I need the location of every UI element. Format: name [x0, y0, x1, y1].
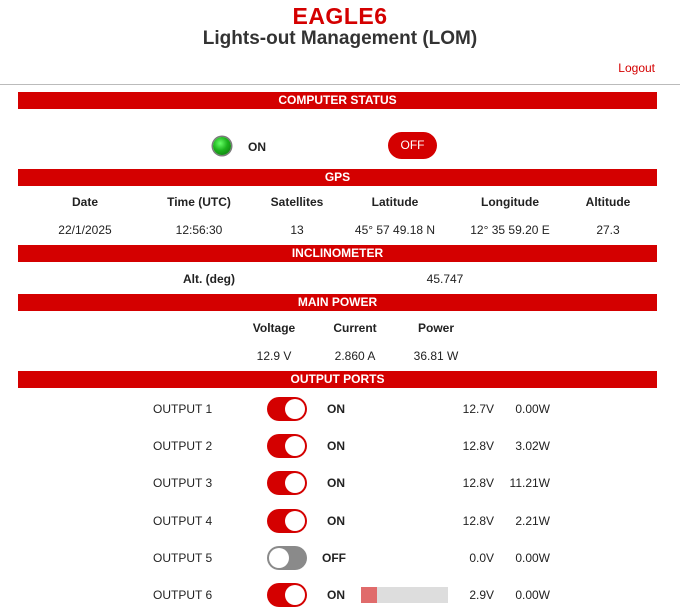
- toggle-knob: [285, 399, 305, 419]
- port-voltage: 2.9V: [469, 588, 494, 602]
- gps-latitude-value: 45° 57 49.18 N: [354, 223, 436, 237]
- output-port-row: [0, 431, 680, 461]
- gps-time-value: 12:56:30: [175, 223, 223, 237]
- output-port-row: [0, 506, 680, 536]
- port-power: 3.02W: [515, 439, 550, 453]
- output-port-row: [0, 394, 680, 424]
- toggle-knob: [285, 511, 305, 531]
- gps-col-altitude: Altitude: [585, 195, 631, 209]
- gps-header: GPS: [18, 169, 657, 186]
- main-current-value: 2.860 A: [334, 349, 376, 363]
- port-toggle[interactable]: [267, 583, 307, 607]
- computer-status-header: COMPUTER STATUS: [18, 92, 657, 109]
- port-toggle[interactable]: [267, 397, 307, 421]
- computer-state-label: ON: [248, 140, 266, 154]
- logout-link[interactable]: Logout: [618, 61, 655, 75]
- power-off-button[interactable]: OFF: [388, 132, 437, 159]
- gps-col-date: Date: [71, 195, 99, 209]
- main-power-value: 36.81 W: [413, 349, 459, 363]
- port-voltage: 12.7V: [462, 402, 494, 416]
- gps-col-time: Time (UTC): [167, 195, 231, 209]
- port-voltage: 12.8V: [462, 439, 494, 453]
- port-state: ON: [327, 476, 345, 490]
- toggle-knob: [285, 473, 305, 493]
- toggle-knob: [285, 436, 305, 456]
- output-ports-header: OUTPUT PORTS: [18, 371, 657, 388]
- port-state: ON: [327, 588, 345, 602]
- port-progress-bar: [361, 587, 448, 603]
- header-divider: [0, 84, 680, 85]
- power-col-power: Power: [417, 321, 455, 335]
- toggle-knob: [285, 585, 305, 605]
- port-toggle[interactable]: [267, 509, 307, 533]
- main-power-header: MAIN POWER: [18, 294, 657, 311]
- port-power: 0.00W: [515, 588, 550, 602]
- port-voltage: 12.8V: [462, 514, 494, 528]
- inclinometer-header: INCLINOMETER: [18, 245, 657, 262]
- gps-date-value: 22/1/2025: [58, 223, 112, 237]
- output-port-row: [0, 543, 680, 573]
- port-name: OUTPUT 3: [153, 476, 213, 490]
- port-voltage: 12.8V: [462, 476, 494, 490]
- output-port-row: [0, 580, 680, 610]
- port-toggle[interactable]: [267, 546, 307, 570]
- port-name: OUTPUT 1: [153, 402, 213, 416]
- port-power: 11.21W: [509, 476, 550, 490]
- power-col-voltage: Voltage: [252, 321, 296, 335]
- gps-longitude-value: 12° 35 59.20 E: [470, 223, 550, 237]
- brand-title: EAGLE6: [292, 3, 388, 29]
- port-state: ON: [327, 439, 345, 453]
- gps-altitude-value: 27.3: [596, 223, 620, 237]
- port-state: ON: [327, 402, 345, 416]
- main-voltage-value: 12.9 V: [256, 349, 292, 363]
- inclinometer-label: Alt. (deg): [183, 272, 235, 286]
- port-name: OUTPUT 4: [153, 514, 213, 528]
- port-toggle[interactable]: [267, 434, 307, 458]
- port-power: 0.00W: [515, 551, 550, 565]
- power-col-current: Current: [333, 321, 377, 335]
- port-name: OUTPUT 5: [153, 551, 213, 565]
- port-state: ON: [327, 514, 345, 528]
- gps-col-latitude: Latitude: [371, 195, 419, 209]
- status-led-icon: [213, 137, 231, 155]
- output-port-row: [0, 468, 680, 498]
- port-voltage: 0.0V: [469, 551, 494, 565]
- port-state: OFF: [322, 551, 346, 565]
- page-subtitle: Lights-out Management (LOM): [202, 28, 478, 49]
- port-name: OUTPUT 6: [153, 588, 213, 602]
- port-power: 0.00W: [515, 402, 550, 416]
- inclinometer-value: 45.747: [426, 272, 464, 286]
- port-name: OUTPUT 2: [153, 439, 213, 453]
- gps-col-longitude: Longitude: [481, 195, 539, 209]
- port-power: 2.21W: [515, 514, 550, 528]
- gps-satellites-value: 13: [290, 223, 304, 237]
- progress-fill: [361, 587, 377, 603]
- toggle-knob: [269, 548, 289, 568]
- gps-col-satellites: Satellites: [270, 195, 324, 209]
- port-toggle[interactable]: [267, 471, 307, 495]
